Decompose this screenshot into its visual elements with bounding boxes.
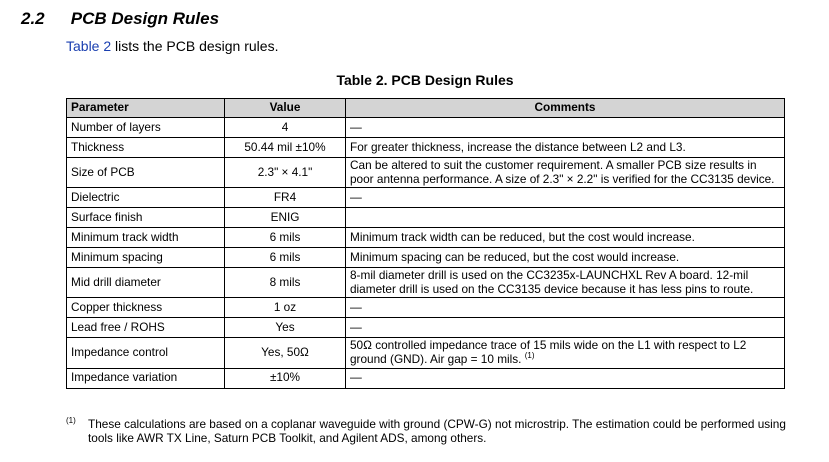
- row-parameter: Impedance control: [67, 338, 225, 368]
- header-comments: Comments: [346, 99, 785, 118]
- intro-paragraph: [66, 38, 278, 54]
- row-comment: —: [346, 118, 785, 138]
- footnote-reference[interactable]: (1): [524, 351, 535, 361]
- row-comment-text: 50Ω controlled impedance trace of 15 mils wide on the L1 with respect to L2 ground (GND). Air gap = 10 mils.: [350, 338, 747, 366]
- row-parameter: Surface finish: [67, 208, 225, 228]
- table-row: [67, 298, 785, 318]
- header-parameter: Parameter: [67, 99, 225, 118]
- row-parameter: Minimum track width: [67, 228, 225, 248]
- table-header-row: [67, 99, 785, 118]
- row-value: Yes, 50Ω: [225, 338, 346, 368]
- row-value: 6 mils: [225, 248, 346, 268]
- table-reference-link[interactable]: Table 2: [66, 38, 112, 54]
- row-parameter: Impedance variation: [67, 368, 225, 388]
- row-parameter: Thickness: [67, 138, 225, 158]
- row-comment: Can be altered to suit the customer requirement. A smaller PCB size results in poor antenna performance. A size of 2.3" × 2.2" is verified for the CC3135 device.: [346, 158, 785, 188]
- table-row: [67, 188, 785, 208]
- row-value: FR4: [225, 188, 346, 208]
- intro-text: lists the PCB design rules.: [111, 38, 279, 54]
- table-footnote: [66, 417, 796, 445]
- row-comment: —: [346, 318, 785, 338]
- row-value: 50.44 mil ±10%: [225, 138, 346, 158]
- table-row: [67, 248, 785, 268]
- row-value: 8 mils: [225, 268, 346, 298]
- section-heading: [21, 9, 219, 29]
- table-row: [67, 228, 785, 248]
- table-row: [67, 158, 785, 188]
- row-value: ±10%: [225, 368, 346, 388]
- footnote-text: These calculations are based on a coplanar waveguide with ground (CPW-G) not microstrip. The estimation could be performed using tools like AWR TX Line, Saturn PCB Toolkit, and Agilent ADS, among others.: [88, 417, 786, 445]
- table-caption: Table 2. PCB Design Rules: [336, 72, 514, 88]
- table-row: [67, 318, 785, 338]
- row-comment: [346, 208, 785, 228]
- row-value: Yes: [225, 318, 346, 338]
- row-value: 1 oz: [225, 298, 346, 318]
- row-parameter: Lead free / ROHS: [67, 318, 225, 338]
- table-row: [67, 338, 785, 368]
- row-comment: [346, 338, 785, 368]
- row-comment: Minimum spacing can be reduced, but the cost would increase.: [346, 248, 785, 268]
- pcb-design-rules-table: [66, 98, 785, 389]
- row-comment: —: [346, 298, 785, 318]
- row-comment: —: [346, 368, 785, 388]
- row-parameter: Minimum spacing: [67, 248, 225, 268]
- header-value: Value: [225, 99, 346, 118]
- row-value: ENIG: [225, 208, 346, 228]
- row-parameter: Copper thickness: [67, 298, 225, 318]
- section-title: PCB Design Rules: [70, 9, 220, 28]
- table-row: [67, 138, 785, 158]
- row-comment: For greater thickness, increase the distance between L2 and L3.: [346, 138, 785, 158]
- row-value: 6 mils: [225, 228, 346, 248]
- row-comment: Minimum track width can be reduced, but the cost would increase.: [346, 228, 785, 248]
- row-parameter: Size of PCB: [67, 158, 225, 188]
- row-comment: 8-mil diameter drill is used on the CC3235x-LAUNCHXL Rev A board. 12-mil diameter drill is used on the CC3135 device because it has less pins to route.: [346, 268, 785, 298]
- section-number: 2.2: [21, 9, 45, 28]
- row-parameter: Dielectric: [67, 188, 225, 208]
- row-value: 4: [225, 118, 346, 138]
- footnote-mark: (1): [66, 416, 76, 425]
- row-parameter: Mid drill diameter: [67, 268, 225, 298]
- table-row: [67, 208, 785, 228]
- table-row: [67, 268, 785, 298]
- row-comment: —: [346, 188, 785, 208]
- table-row: [67, 118, 785, 138]
- row-value: 2.3" × 4.1": [225, 158, 346, 188]
- table-row: [67, 368, 785, 388]
- row-parameter: Number of layers: [67, 118, 225, 138]
